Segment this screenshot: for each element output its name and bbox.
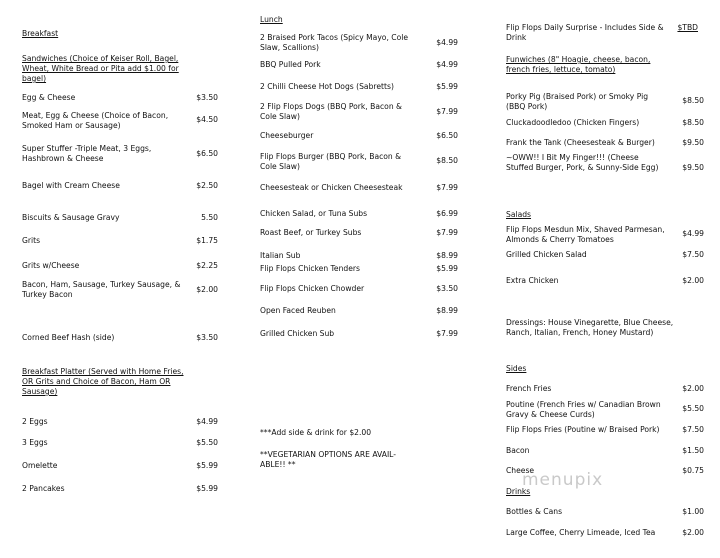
drink-price: $1.00 — [682, 507, 704, 516]
funwiches-heading: Funwiches (8" Hoagie, cheese, bacon, french fries, lettuce, tomato) — [506, 55, 651, 74]
menu-item-name: Egg & Cheese — [22, 93, 76, 102]
funwich-name: Porky Pig (Braised Pork) or Smoky Pig (BBQ Pork) — [506, 92, 649, 111]
breakfast-heading: Breakfast — [22, 29, 59, 38]
drink-name: Bottles & Cans — [506, 507, 563, 516]
salad-name: Grilled Chicken Salad — [506, 250, 587, 259]
menu-item-name: 2 Chilli Cheese Hot Dogs (Sabretts) — [260, 82, 394, 91]
menu-item-name: Chicken Salad, or Tuna Subs — [260, 209, 368, 218]
funwich-name: Frank the Tank (Cheesesteak & Burger) — [506, 138, 655, 147]
platter-item-price: $4.99 — [196, 417, 218, 426]
menu-item-name: Biscuits & Sausage Gravy — [22, 213, 120, 222]
side-price: $1.50 — [682, 446, 704, 455]
menu-item-price: $8.50 — [436, 156, 458, 165]
lunch-heading: Lunch — [260, 15, 283, 24]
salad-price: $2.00 — [682, 276, 704, 285]
menu-item-price: $5.99 — [436, 82, 458, 91]
drinks-heading: Drinks — [506, 487, 531, 496]
platter-item-name: Omelette — [22, 461, 58, 470]
menu-item-price: $8.99 — [436, 251, 458, 260]
menu-item-price: $3.50 — [436, 284, 458, 293]
menu-item-price: $2.25 — [196, 261, 218, 270]
side-price: $2.00 — [682, 384, 704, 393]
menu-item-price: $2.00 — [196, 285, 218, 294]
funwich-price: $9.50 — [682, 138, 704, 147]
menu-item-name: Cheeseburger — [260, 131, 314, 140]
menu-item-price: $3.50 — [196, 333, 218, 342]
side-price: $7.50 — [682, 425, 704, 434]
platter-item-name: 2 Pancakes — [22, 484, 65, 493]
side-name: Cheese — [506, 466, 535, 475]
menu-item-name: Bagel with Cream Cheese — [22, 181, 120, 190]
menu-item-name: Flip Flops Chicken Tenders — [260, 264, 360, 273]
side-name: Flip Flops Fries (Poutine w/ Braised Pork) — [506, 425, 660, 434]
menu-item-price: $7.99 — [436, 329, 458, 338]
side-name: French Fries — [506, 384, 552, 393]
salads-heading: Salads — [506, 210, 532, 219]
add-side-drink-note: ***Add side & drink for $2.00 — [260, 428, 372, 437]
menu-item-name: Flip Flops Chicken Chowder — [260, 284, 365, 293]
menu-item-price: $7.99 — [436, 107, 458, 116]
menu-item-price: $6.50 — [436, 131, 458, 140]
menu-item-name: 2 Braised Pork Tacos (Spicy Mayo, Cole Slaw, Scallions) — [260, 33, 409, 52]
menu-item-name: Corned Beef Hash (side) — [22, 333, 115, 342]
breakfast-platter-heading: Breakfast Platter (Served with Home Fries, OR Grits and Choice of Bacon, Ham OR Sausage) — [22, 367, 184, 396]
platter-item-price: $5.50 — [196, 438, 218, 447]
salad-name: Extra Chicken — [506, 276, 559, 285]
menu-item-price: $1.75 — [196, 236, 218, 245]
menu-item-name: Grilled Chicken Sub — [260, 329, 335, 338]
salad-name: Flip Flops Mesdun Mix, Shaved Parmesan, Almonds & Cherry Tomatoes — [506, 225, 665, 244]
menu-item-name: Grits — [22, 236, 41, 245]
platter-item-price: $5.99 — [196, 484, 218, 493]
menu-item-name: Meat, Egg & Cheese (Choice of Bacon, Smoked Ham or Sausage) — [22, 111, 169, 130]
menu-item-price: 5.50 — [201, 213, 218, 222]
menu-item-name: 2 Flip Flops Dogs (BBQ Pork, Bacon & Cole Slaw) — [260, 102, 402, 121]
side-price: $0.75 — [682, 466, 704, 475]
platter-item-name: 2 Eggs — [22, 417, 48, 426]
platter-item-price: $5.99 — [196, 461, 218, 470]
menu-item-price: $7.99 — [436, 228, 458, 237]
funwich-price: $8.50 — [682, 96, 704, 105]
drink-price: $2.00 — [682, 528, 704, 537]
menu-item-name: Open Faced Reuben — [260, 306, 336, 315]
menu-item-name: BBQ Pulled Pork — [260, 60, 321, 69]
funwich-price: $9.50 — [682, 163, 704, 172]
menu-item-name: Roast Beef, or Turkey Subs — [260, 228, 362, 237]
side-price: $5.50 — [682, 404, 704, 413]
menu-item-price: $7.99 — [436, 183, 458, 192]
menu-item-price: $4.99 — [436, 38, 458, 47]
salad-price: $7.50 — [682, 250, 704, 259]
vegetarian-note: **VEGETARIAN OPTIONS ARE AVAIL-ABLE!! ** — [260, 450, 397, 469]
menu-item-price: $3.50 — [196, 93, 218, 102]
funwich-price: $8.50 — [682, 118, 704, 127]
menu-item-name: Super Stuffer -Triple Meat, 3 Eggs, Hashbrown & Cheese — [22, 144, 152, 163]
menu-item-name: Flip Flops Burger (BBQ Pork, Bacon & Cole Slaw) — [260, 152, 402, 171]
side-name: Bacon — [506, 446, 530, 455]
menu-item-name: Grits w/Cheese — [22, 261, 80, 270]
sandwiches-heading: Sandwiches (Choice of Keiser Roll, Bagel, Wheat, White Bread or Pita add $1.00 for bagel) — [22, 54, 179, 83]
menu-item-price: $6.50 — [196, 149, 218, 158]
funwich-name: Cluckadoodledoo (Chicken Fingers) — [506, 118, 640, 127]
sides-heading: Sides — [506, 364, 527, 373]
menu-item-name: Italian Sub — [260, 251, 301, 260]
menu-item-name: Cheesesteak or Chicken Cheesesteak — [260, 183, 403, 192]
drink-name: Large Coffee, Cherry Limeade, Iced Tea — [506, 528, 656, 537]
menu-item-price: $5.99 — [436, 264, 458, 273]
side-name: Poutine (French Fries w/ Canadian Brown Gravy & Cheese Curds) — [506, 400, 661, 419]
menu-item-price: $6.99 — [436, 209, 458, 218]
menu-item-price: $4.50 — [196, 115, 218, 124]
daily-surprise: Flip Flops Daily Surprise - Includes Side & Drink — [506, 23, 664, 42]
menu-item-price: $4.99 — [436, 60, 458, 69]
funwich-name: ~OWW!! I Bit My Finger!!! (Cheese Stuffed Burger, Pork, & Sunny-Side Egg) — [506, 153, 659, 172]
menu-item-price: $2.50 — [196, 181, 218, 190]
menu-item-price: $8.99 — [436, 306, 458, 315]
salad-price: $4.99 — [682, 229, 704, 238]
platter-item-name: 3 Eggs — [22, 438, 48, 447]
daily-surprise-price: $TBD — [677, 23, 698, 32]
menu-item-name: Bacon, Ham, Sausage, Turkey Sausage, & Turkey Bacon — [22, 280, 181, 299]
dressings-note: Dressings: House Vinegarette, Blue Cheese, Ranch, Italian, French, Honey Mustard) — [506, 318, 674, 337]
watermark: menupix — [522, 470, 604, 490]
